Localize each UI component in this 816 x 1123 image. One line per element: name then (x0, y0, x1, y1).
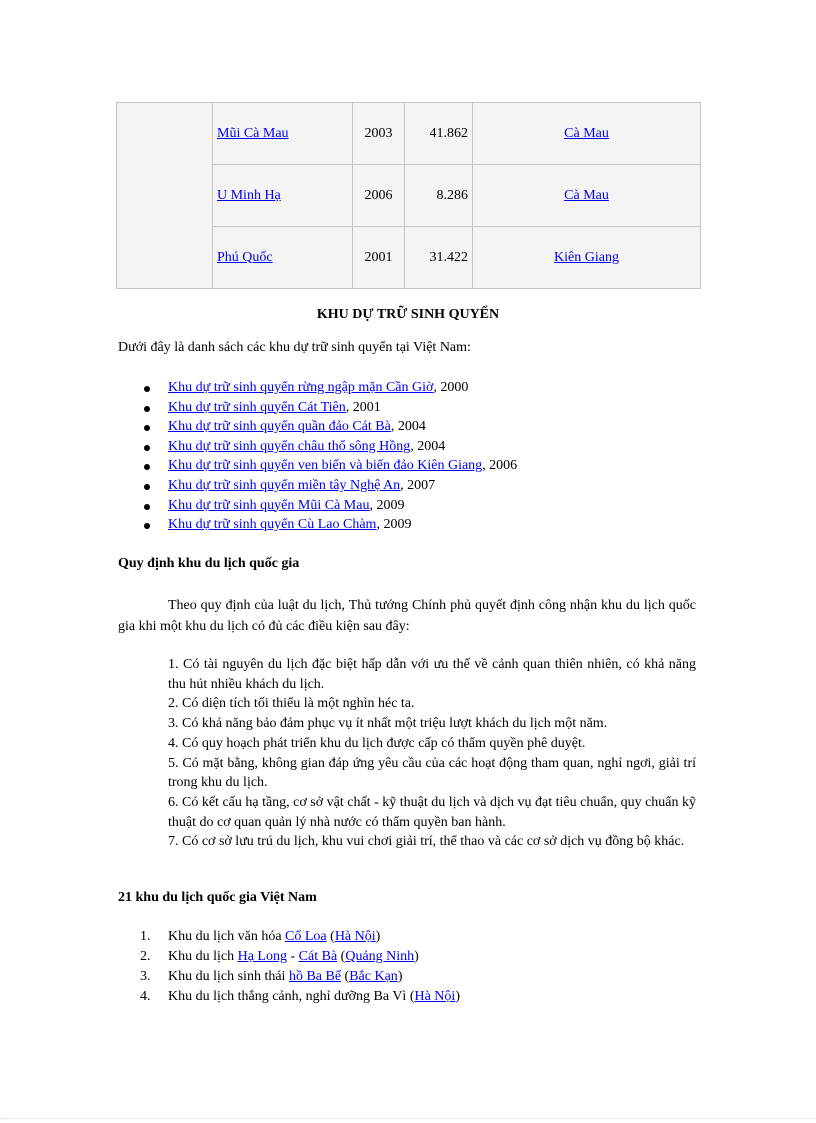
list-item (118, 378, 517, 398)
park-province-link[interactable]: Cà Mau (564, 125, 609, 141)
list-number: 4. (140, 989, 151, 1004)
biosphere-year: , 2000 (433, 380, 469, 395)
zone-text: ) (375, 929, 381, 944)
national-zones-heading: 21 khu du lịch quốc gia Việt Nam (118, 890, 317, 905)
park-province-link[interactable]: Kiên Giang (554, 249, 619, 265)
park-name-cell (213, 165, 353, 227)
list-item (118, 496, 517, 516)
list-item (118, 417, 517, 437)
bullet-icon (144, 523, 150, 529)
zone-text: ( (326, 929, 335, 944)
park-province-link[interactable]: Cà Mau (564, 187, 609, 203)
zone-link[interactable]: hồ Ba Bể (288, 969, 342, 984)
biosphere-link[interactable]: Khu dự trữ sinh quyển Cát Tiên (168, 399, 346, 415)
biosphere-year: , 2009 (369, 497, 405, 513)
biosphere-link[interactable]: Khu dự trữ sinh quyển Mũi Cà Mau (168, 497, 370, 513)
biosphere-link[interactable]: Khu dự trữ sinh quyển rừng ngập mặn Cần Giờ (168, 380, 434, 395)
biosphere-year: , 2004 (410, 438, 446, 454)
list-item (118, 476, 517, 496)
biosphere-year: , 2001 (345, 399, 381, 415)
biosphere-link[interactable]: Khu dự trữ sinh quyển Cù Lao Chàm (168, 517, 377, 533)
bullet-icon (144, 425, 150, 431)
condition-item: 4. Có quy hoạch phát triển khu du lịch được cấp có thẩm quyền phê duyệt. (168, 735, 586, 751)
biosphere-year: , 2006 (482, 458, 518, 474)
park-name-cell (213, 227, 353, 289)
zone-link[interactable]: Quảng Ninh (345, 949, 415, 964)
bullet-icon (144, 484, 150, 490)
table-row (117, 103, 701, 165)
list-item (118, 398, 517, 418)
zone-link[interactable]: Bắc Kạn (349, 969, 398, 984)
park-name-cell (213, 103, 353, 165)
biosphere-link[interactable]: Khu dự trữ sinh quyển miền tây Nghệ An (168, 477, 401, 493)
national-park-table (116, 102, 701, 289)
regulation-heading: Quy định khu du lịch quốc gia (118, 556, 300, 571)
list-item (118, 967, 460, 987)
park-year-cell: 2003 (353, 103, 405, 165)
park-year-cell: 2001 (353, 227, 405, 289)
biosphere-link[interactable]: Khu dự trữ sinh quyển quần đảo Cát Bà (168, 419, 391, 435)
table-blank-cell (117, 103, 213, 289)
zone-link[interactable]: Hà Nội (334, 929, 376, 944)
bullet-icon (144, 386, 150, 392)
bullet-icon (144, 445, 150, 451)
park-province-cell (473, 165, 701, 227)
biosphere-link[interactable]: Khu dự trữ sinh quyển châu thổ sông Hồng (168, 438, 411, 454)
zone-link[interactable]: Hà Nội (414, 989, 456, 1004)
biosphere-link[interactable]: Khu dự trữ sinh quyển ven biển và biển đảo Kiên Giang (168, 458, 483, 474)
page-footer-rule (0, 1118, 816, 1119)
list-item (118, 927, 460, 947)
zone-link[interactable]: Cát Bà (298, 949, 338, 964)
condition-item: 6. Có kết cấu hạ tầng, cơ sở vật chất - kỹ thuật du lịch và dịch vụ đạt tiêu chuẩn, quy chuẩn kỹ thuật do cơ quan quản lý nhà nước có thẩm quyền ban hành. (168, 794, 696, 830)
condition-item: 7. Có cơ sở lưu trú du lịch, khu vui chơi giải trí, thể thao và các cơ sở dịch vụ đồng bộ khác. (168, 834, 685, 850)
park-year-cell: 2006 (353, 165, 405, 227)
biosphere-list (118, 378, 517, 535)
bullet-icon (144, 464, 150, 470)
park-name-link[interactable]: Phú Quốc (217, 249, 273, 265)
zone-text: ( (337, 949, 346, 964)
park-name-link[interactable]: Mũi Cà Mau (217, 125, 289, 141)
conditions-list (168, 655, 696, 852)
list-number: 3. (140, 969, 151, 984)
park-province-cell (473, 227, 701, 289)
condition-item: 1. Có tài nguyên du lịch đặc biệt hấp dẫn với ưu thế về cảnh quan thiên nhiên, có khả năng thu hút nhiều khách du lịch. (168, 657, 696, 692)
list-number: 2. (140, 949, 151, 964)
condition-item: 5. Có mặt bằng, không gian đáp ứng yêu cầu của các hoạt động tham quan, nghỉ ngơi, giải trí trong khu du lịch. (168, 755, 696, 791)
park-province-cell (473, 103, 701, 165)
condition-item: 3. Có khả năng bảo đảm phục vụ ít nhất một triệu lượt khách du lịch một năm. (168, 716, 608, 732)
bullet-icon (144, 406, 150, 412)
national-zones-list (118, 927, 460, 1007)
condition-item: 2. Có diện tích tối thiểu là một nghìn héc ta. (168, 696, 415, 712)
biosphere-title: KHU DỰ TRỮ SINH QUYỂN (316, 307, 500, 322)
zone-text: Khu du lịch văn hóa (168, 929, 286, 944)
zone-text: ( (341, 969, 350, 984)
list-item (118, 987, 460, 1007)
zone-link[interactable]: Cổ Loa (285, 929, 327, 944)
park-area-cell: 31.422 (405, 227, 473, 289)
park-area-cell: 8.286 (405, 165, 473, 227)
biosphere-year: , 2004 (390, 419, 426, 435)
zone-text: ) (455, 989, 460, 1004)
zone-text: - (287, 949, 299, 964)
list-item (118, 947, 460, 967)
park-area-cell: 41.862 (405, 103, 473, 165)
list-item (118, 515, 517, 535)
biosphere-year: , 2007 (400, 477, 436, 493)
list-item (118, 456, 517, 476)
park-name-link[interactable]: U Minh Hạ (217, 187, 281, 203)
bullet-icon (144, 504, 150, 510)
list-number: 1. (140, 929, 151, 944)
zone-text: Khu du lịch (168, 949, 238, 964)
regulation-paragraph: Theo quy định của luật du lịch, Thủ tướng Chính phủ quyết định công nhận khu du lịch quốc gia khi một khu du lịch có đủ các điều kiện sau đây: (118, 598, 696, 634)
biosphere-year: , 2009 (376, 517, 412, 533)
zone-link[interactable]: Hạ Long (237, 949, 287, 964)
list-item (118, 437, 517, 457)
biosphere-intro: Dưới đây là danh sách các khu dự trữ sinh quyển tại Việt Nam: (118, 340, 471, 355)
zone-text: ) (414, 949, 419, 964)
zone-text: ) (397, 969, 403, 984)
zone-text: Khu du lịch sinh thái (168, 969, 289, 984)
zone-text: Khu du lịch thắng cảnh, nghỉ dưỡng Ba Vì ( (168, 989, 415, 1004)
